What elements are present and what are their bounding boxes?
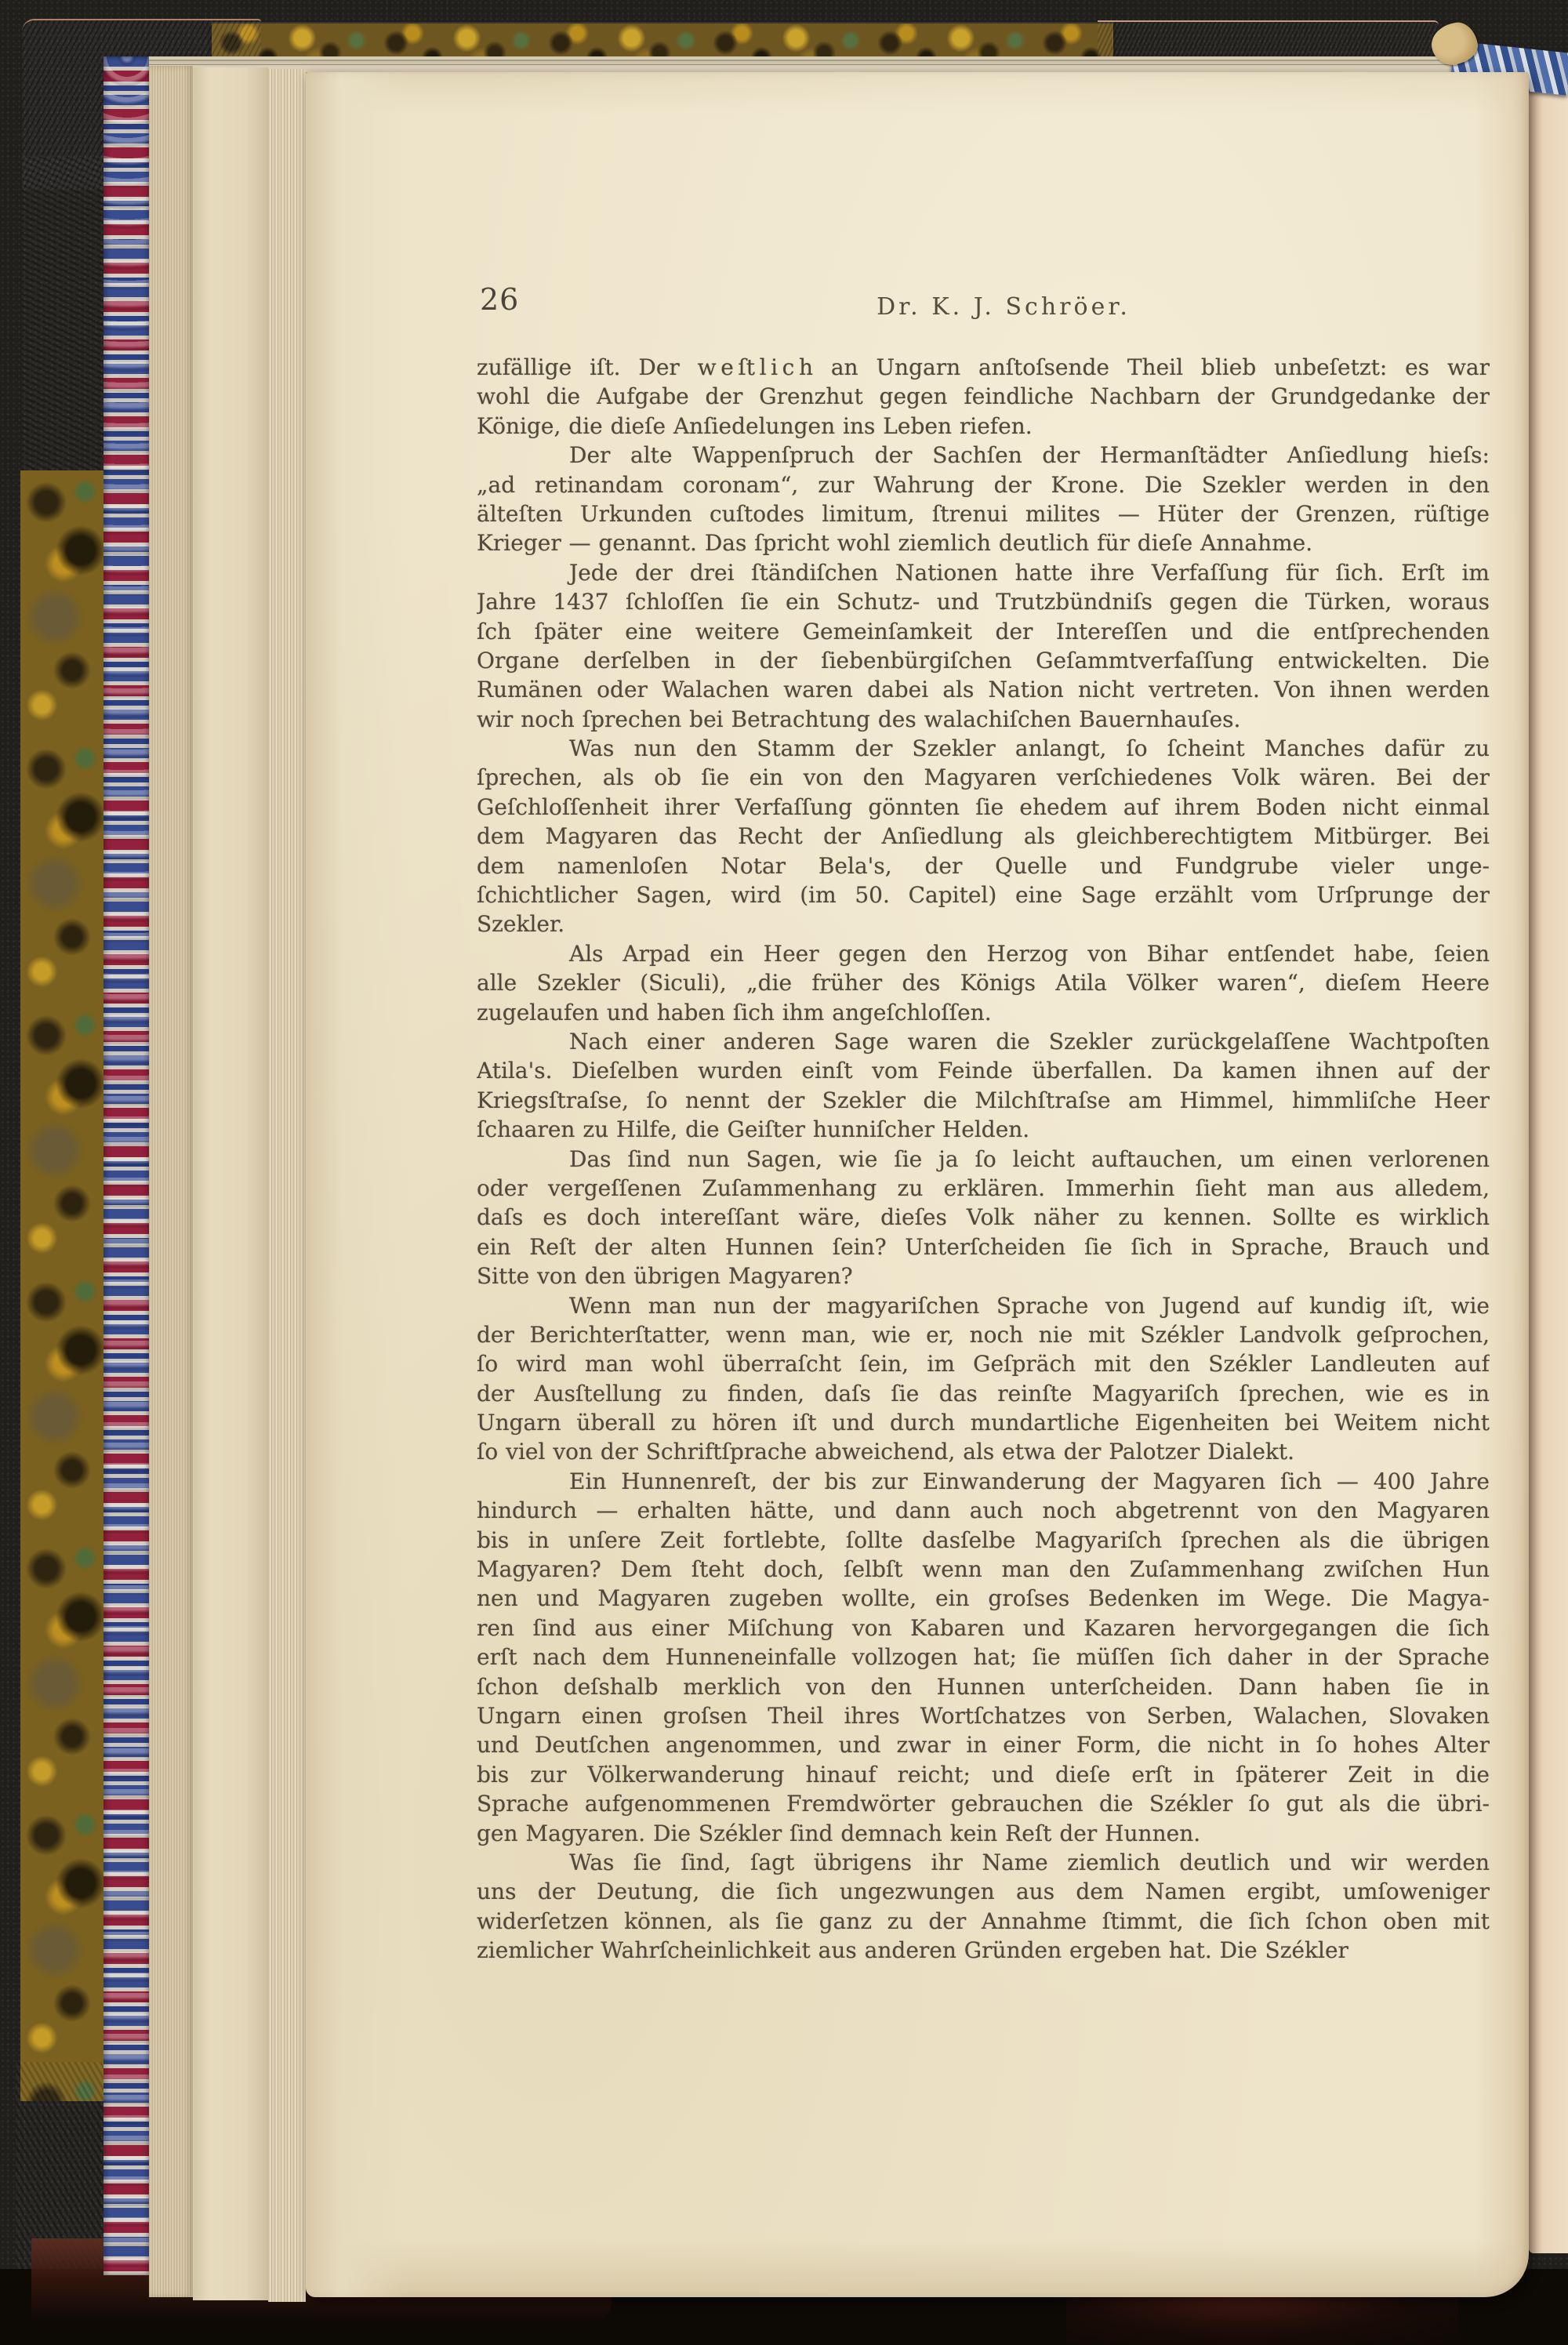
- text-line: ziemlicher Wahrſcheinlichkeit aus anderen Gründen ergeben hat. Die Székler: [477, 1937, 1348, 1964]
- text-line: Was ſie ſind, ſagt übrigens ihr Name ziemlich deutlich und wir werden: [569, 1849, 1490, 1875]
- text-line: daſs es doch intereſſant wäre, dieſes Volk näher zu kennen. Sollte es wirklich: [477, 1204, 1490, 1231]
- paragraph: [477, 1291, 1490, 1467]
- text-line: bis in unſere Zeit fortlebte, ſollte dasſelbe Magyariſch ſprechen als die übrigen: [477, 1526, 1490, 1553]
- text-line: oder vergeſſenen Zuſammenhang zu erklären. Immerhin ſieht man aus alledem,: [477, 1174, 1490, 1201]
- text-line: der Ausſtellung zu finden, daſs ſie das reinſte Magyariſch ſprechen, wie es in: [477, 1380, 1490, 1407]
- text-line: uns der Deutung, die ſich ungezwungen aus dem Namen ergibt, umſoweniger: [477, 1879, 1490, 1905]
- text-line: Atila's. Dieſelben wurden einſt vom Feinde überfallen. Da kamen ihnen auf der: [477, 1058, 1490, 1084]
- text-line: widerſetzen können, als ſie ganz zu der Annahme ſtimmt, die ſich ſchon oben mit: [477, 1908, 1490, 1934]
- text-line: erſt nach dem Hunneneinfalle vollzogen hat; ſie müſſen ſich daher in der Sprache: [477, 1644, 1490, 1671]
- text-line: Rumänen oder Walachen waren dabei als Nation nicht vertreten. Von ihnen werden: [477, 677, 1490, 703]
- text-line: dem namenloſen Notar Bela's, der Quelle und Fundgrube vieler unge-: [477, 852, 1490, 879]
- text-line: Ungarn einen groſsen Theil ihres Wortſchatzes von Serben, Walachen, Slovaken: [477, 1702, 1490, 1729]
- text-line: bis zur Völkerwanderung hinauf reicht; und dieſe erſt in ſpäterer Zeit in die: [477, 1761, 1490, 1788]
- text-line: Sitte von den übrigen Magyaren?: [477, 1263, 853, 1290]
- text-line: ein Reſt der alten Hunnen ſein? Unterſcheiden ſie ſich in Sprache, Brauch und: [477, 1233, 1490, 1260]
- text-line: Könige, die dieſe Anſiedelungen ins Leben riefen.: [477, 412, 1033, 439]
- paragraph: [477, 939, 1490, 1027]
- paragraph: [477, 1467, 1490, 1848]
- paragraph: [477, 1027, 1490, 1145]
- book-page: [306, 72, 1529, 2297]
- text-line: ſchaaren zu Hilfe, die Geiſter hunniſcher Helden.: [477, 1116, 1030, 1143]
- text-line: Jahre 1437 ſchloſſen ſie ein Schutz- und Trutzbündniſs gegen die Türken, woraus: [477, 589, 1490, 615]
- text-line: hindurch — erhalten hätte, und dann auch noch abgetrennt von den Magyaren: [477, 1497, 1490, 1524]
- text-line: Was nun den Stamm der Szekler anlangt, ſo ſcheint Manches dafür zu: [569, 735, 1490, 762]
- text-line: nen und Magyaren zugeben wollte, ein groſses Bedenken im Wege. Die Magya-: [477, 1585, 1490, 1612]
- text-line: ſo wird man wohl überraſcht ſein, im Geſpräch mit den Székler Landleuten auf: [477, 1351, 1490, 1378]
- text-line: Kriegsſtraſse, ſo nennt der Szekler die Milchſtraſse am Himmel, himmliſche Heer: [477, 1087, 1490, 1113]
- paragraph: [477, 1848, 1490, 1966]
- text-line: Als Arpad ein Heer gegen den Herzog von Bihar entſendet habe, ſeien: [569, 940, 1490, 967]
- text-line: ſchon deſshalb merklich von den Hunnen unterſcheiden. Dann haben ſie in: [477, 1673, 1490, 1700]
- text-line: alle Szekler (Siculi), „die früher des Königs Atila Völker waren“, dieſem Heere: [477, 970, 1490, 996]
- paragraph: [477, 441, 1490, 558]
- text-line: Der alte Wappenſpruch der Sachſen der Hermanſtädter Anſiedlung hieſs:: [569, 442, 1490, 469]
- text-line: Sprache aufgenommenen Fremdwörter gebrauchen die Székler ſo gut als die übri-: [477, 1791, 1490, 1817]
- text-line: Wenn man nun der magyariſchen Sprache von Jugend auf kundig iſt, wie: [569, 1292, 1490, 1319]
- paragraph: [477, 1145, 1490, 1291]
- text-line: Magyaren? Dem ſteht doch, ſelbſt wenn man den Zuſammenhang zwiſchen Hun: [477, 1556, 1490, 1583]
- paragraph: [477, 353, 1490, 441]
- text-line: dem Magyaren das Recht der Anſiedlung als gleichberechtigtem Mitbürger. Bei: [477, 823, 1490, 850]
- text-line: Jede der drei ſtändiſchen Nationen hatte ihre Verfaſſung für ſich. Erſt im: [569, 559, 1490, 586]
- text-line: älteſten Urkunden cuſtodes limitum, ſtrenui milites — Hüter der Grenzen, rüſtige: [477, 500, 1490, 527]
- cover-marbled-paper: [20, 470, 107, 2101]
- text-line: Szekler.: [477, 911, 565, 938]
- text-line: Ein Hunnenreſt, der bis zur Einwanderung der Magyaren ſich — 400 Jahre: [569, 1468, 1490, 1494]
- paragraph: [477, 734, 1490, 939]
- text-line: ſchichtlicher Sagen, wird (im 50. Capitel) eine Sage erzählt vom Urſprunge der: [477, 882, 1490, 909]
- cover-spine-leather: [22, 157, 107, 470]
- text-line: „ad retinandam coronam“, zur Wahrung der Krone. Die Szekler werden in den: [477, 471, 1490, 498]
- text-line: Krieger — genannt. Das ſpricht wohl ziemlich deutlich für dieſe Annahme.: [477, 530, 1313, 557]
- page-stack-edges: [149, 66, 193, 2297]
- text-line: wir noch ſprechen bei Betrachtung des walachiſchen Bauernhauſes.: [477, 706, 1241, 732]
- text-line: Organe derſelben in der ſiebenbürgiſchen Geſammtverfaſſung entwickelten. Die: [477, 647, 1490, 673]
- paragraph: [477, 558, 1490, 734]
- page-stack-edges-2: [268, 69, 306, 2302]
- text-line: Nach einer anderen Sage waren die Szekler zurückgelaſſene Wachtpoſten: [569, 1028, 1490, 1055]
- text-line: zugelaufen und haben ſich ihm angeſchloſſen.: [477, 999, 992, 1025]
- page-stack-leaf: [193, 67, 268, 2300]
- text-line: gen Magyaren. Die Székler ſind demnach kein Reſt der Hunnen.: [477, 1820, 1201, 1846]
- text-line: der Berichterſtatter, wenn man, wie er, noch nie mit Székler Landvolk geſprochen,: [477, 1321, 1490, 1348]
- text-line: und Deutſchen angenommen, und zwar in einer Form, die nicht in ſo hohes Alter: [477, 1732, 1490, 1759]
- text-line: ren ſind aus einer Miſchung von Kabaren und Kazaren hervorgegangen die ſich: [477, 1614, 1490, 1641]
- text-line: Ungarn überall zu hören iſt und durch mundartliche Eigenheiten bei Weitem nicht: [477, 1410, 1490, 1436]
- text-line: ſch ſpäter eine weitere Gemeinſamkeit der Intereſſen und die entſprechenden: [477, 618, 1490, 644]
- next-page-edge: [1529, 88, 1568, 2253]
- text-line: Geſchloſſenheit ihrer Verfaſſung gönnten ſie ehedem auf ihrem Boden nicht einmal: [477, 793, 1490, 820]
- marbled-endpaper-edge: [103, 56, 151, 2275]
- running-header: Dr. K. J. Schröer.: [877, 293, 1131, 321]
- text-line: zufällige iſt. Der w e ſt l i c h an Ungarn anſtoſsende Theil blieb unbeſetzt: es war: [477, 354, 1490, 380]
- text-line: wohl die Aufgabe der Grenzhut gegen feindliche Nachbarn der Grundgedanke der: [477, 383, 1490, 410]
- page-number: 26: [480, 282, 520, 317]
- page-body: [477, 353, 1490, 1965]
- text-line: ſprechen, als ob ſie ein von den Magyaren verſchiedenes Volk wären. Bei der: [477, 764, 1490, 791]
- text-line: ſo viel von der Schriftſprache abweichend, als etwa der Palotzer Dialekt.: [477, 1439, 1295, 1465]
- text-line: Das ſind nun Sagen, wie ſie ja ſo leicht auftauchen, um einen verlorenen: [569, 1145, 1490, 1172]
